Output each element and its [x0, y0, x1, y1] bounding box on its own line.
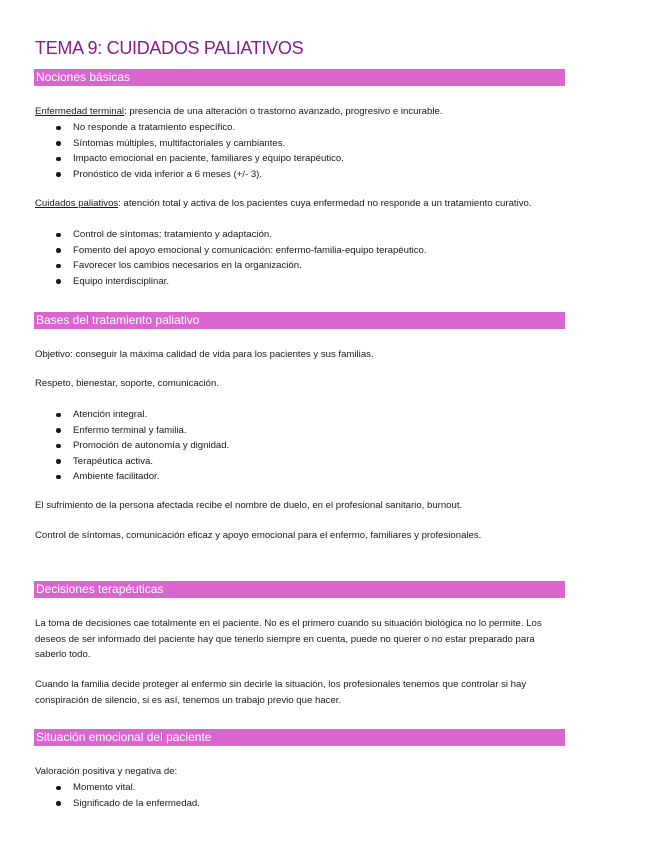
bullet-icon	[56, 279, 61, 284]
paragraph: Valoración positiva y negativa de:	[35, 766, 178, 777]
list-item: Pronóstico de vida inferior a 6 meses (+/- 3).	[35, 167, 344, 183]
section-heading-bases: Bases del tratamiento paliativo	[34, 312, 565, 329]
list-item: Momento vital.	[35, 780, 200, 796]
bullet-icon	[56, 413, 61, 418]
bullet-icon	[56, 428, 61, 433]
list-item: Favorecer los cambios necesarios en la organización.	[35, 258, 427, 274]
section-heading-situacion-emocional: Situación emocional del paciente	[34, 729, 565, 746]
list-item: No responde a tratamiento específico.	[35, 120, 344, 136]
bullet-icon	[56, 126, 61, 131]
bullet-list-cuidados-paliativos	[35, 227, 427, 289]
bullet-icon	[56, 157, 61, 162]
list-item: Equipo interdisciplinar.	[35, 274, 427, 290]
bullet-icon	[56, 475, 61, 480]
bullet-icon	[56, 233, 61, 238]
paragraph: La toma de decisiones cae totalmente en el paciente. No es el primero cuando su situación biológica no lo permite. Los deseos de ser informado del paciente hay que tenerlo siempre en cuenta, puede no querer o no estar preparado para saberlo todo.	[35, 618, 542, 660]
list-item: Impacto emocional en paciente, familiares y equipo terapéutico.	[35, 151, 344, 167]
bullet-icon	[56, 801, 61, 806]
bullet-icon	[56, 264, 61, 269]
definition-enfermedad-terminal	[35, 104, 563, 120]
definition-cuidados-paliativos	[35, 196, 563, 212]
bullet-list-enfermedad-terminal	[35, 120, 344, 182]
paragraph: Respeto, bienestar, soporte, comunicación.	[35, 378, 219, 389]
bullet-list-situacion-emocional	[35, 780, 200, 811]
paragraph: Cuando la familia decide proteger al enfermo sin decirle la situación, los profesionales tenemos que controlar si hay conspiración de silencio, si es así, tenemos un trabajo previo que hacer.	[35, 679, 527, 706]
paragraph: Control de síntomas, comunicación eficaz y apoyo emocional para el enfermo, familiares y profesionales.	[35, 530, 482, 541]
list-item: Síntomas múltiples, multifactoriales y cambiantes.	[35, 136, 344, 152]
list-item: Control de síntomas: tratamiento y adaptación.	[35, 227, 427, 243]
bullet-icon	[56, 459, 61, 464]
definition-text: : presencia de una alteración o trastorno avanzado, progresivo e incurable.	[124, 106, 443, 117]
bullet-icon	[56, 248, 61, 253]
page-title: TEMA 9: CUIDADOS PALIATIVOS	[35, 38, 304, 58]
paragraph: El sufrimiento de la persona afectada recibe el nombre de duelo, en el profesional sanitario, burnout.	[35, 500, 463, 511]
term-enfermedad-terminal: Enfermedad terminal	[35, 106, 125, 117]
list-item: Terapéutica activa.	[35, 454, 229, 470]
list-item: Ambiente facilitador.	[35, 469, 229, 485]
definition-text: : atención total y activa de los pacientes cuya enfermedad no responde a un tratamiento curativo.	[118, 198, 532, 209]
bullet-icon	[56, 172, 61, 177]
list-item: Enfermo terminal y familia.	[35, 423, 229, 439]
bullet-icon	[56, 786, 61, 791]
list-item: Significado de la enfermedad.	[35, 796, 200, 812]
paragraph: Objetivo: conseguir la máxima calidad de vida para los pacientes y sus familias.	[35, 349, 374, 360]
bullet-icon	[56, 141, 61, 146]
term-cuidados-paliativos: Cuidados paliativos	[35, 198, 119, 209]
section-heading-decisiones: Decisiones terapéuticas	[34, 581, 565, 598]
bullet-icon	[56, 444, 61, 449]
section-heading-nociones: Nociones básicas	[34, 69, 565, 86]
bullet-list-bases	[35, 407, 229, 485]
list-item: Fomento del apoyo emocional y comunicación: enfermo-familia-equipo terapéutico.	[35, 243, 427, 259]
list-item: Promoción de autonomía y dignidad.	[35, 438, 229, 454]
list-item: Atención integral.	[35, 407, 229, 423]
